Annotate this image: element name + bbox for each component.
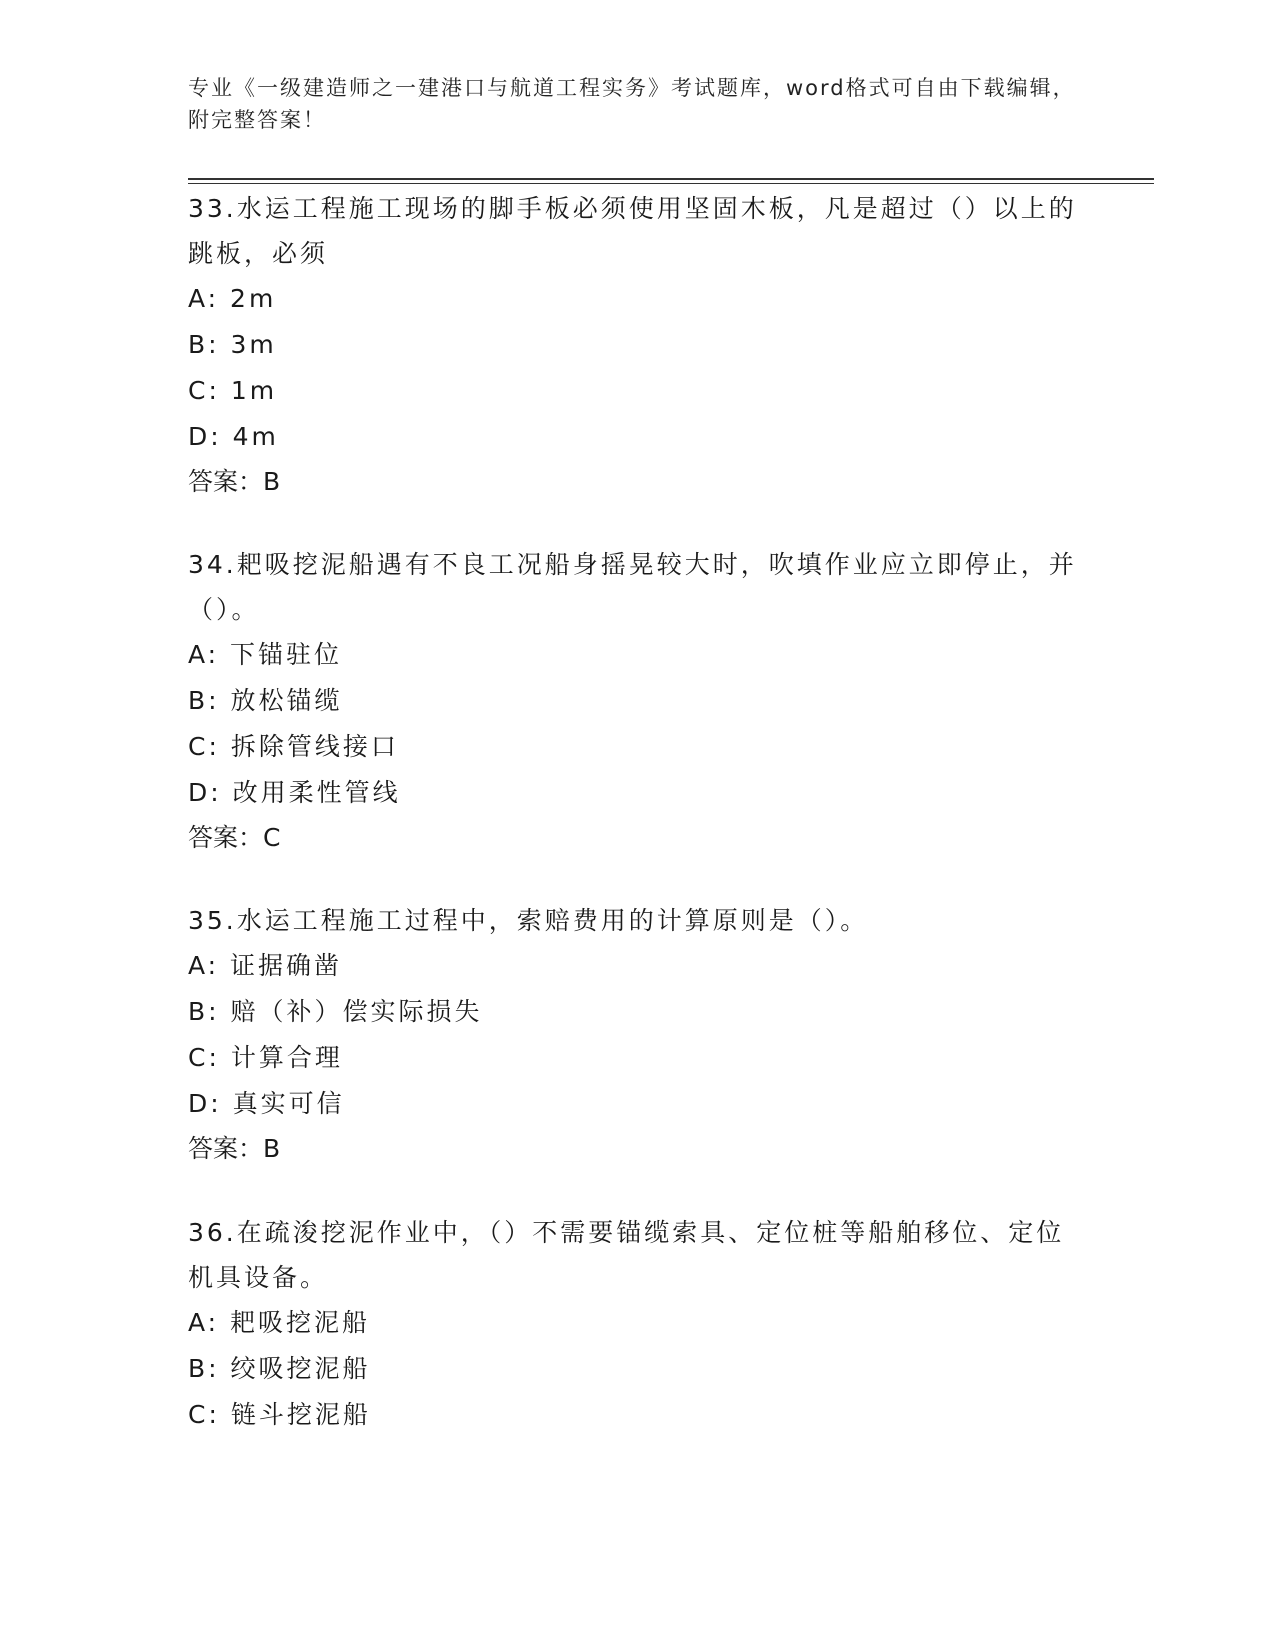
document-header [188,72,1088,136]
option-a: A: 下锚驻位 [188,640,343,669]
question-stem: 35.水运工程施工过程中，索赔费用的计算原则是（）。 [188,906,869,935]
header-text: 专业《一级建造师之一建港口与航道工程实务》考试题库，word格式可自由下载编辑，附完整答案！ [188,76,1076,132]
option-c: C: 拆除管线接口 [188,732,399,761]
option-d: D: 改用柔性管线 [188,778,401,807]
option-a: A: 2m [188,284,277,313]
option-d: D: 真实可信 [188,1089,345,1118]
option-b: B: 赔（补）偿实际损失 [188,997,483,1026]
option-a: A: 证据确凿 [188,951,343,980]
answer: 答案：B [188,1134,281,1163]
answer: 答案：C [188,823,281,852]
option-b: B: 放松锚缆 [188,686,343,715]
question-stem: 36.在疏浚挖泥作业中，（）不需要锚缆索具、定位桩等船舶移位、定位机具设备。 [188,1218,1065,1292]
header-divider-thick [188,178,1154,180]
question-36 [188,1210,1088,1438]
option-c: C: 1m [188,376,278,405]
option-a: A: 耙吸挖泥船 [188,1308,371,1337]
answer: 答案：B [188,467,281,496]
option-d: D: 4m [188,422,279,451]
option-b: B: 绞吸挖泥船 [188,1354,371,1383]
question-35 [188,898,1088,1171]
option-c: C: 计算合理 [188,1043,343,1072]
question-34 [188,542,1088,860]
option-b: B: 3m [188,330,277,359]
question-33 [188,186,1088,504]
option-c: C: 链斗挖泥船 [188,1400,371,1429]
question-stem: 34.耙吸挖泥船遇有不良工况船身摇晃较大时，吹填作业应立即停止，并（）。 [188,550,1077,624]
question-stem: 33.水运工程施工现场的脚手板必须使用坚固木板，凡是超过（）以上的跳板，必须 [188,194,1077,268]
header-divider-thin [188,183,1154,184]
